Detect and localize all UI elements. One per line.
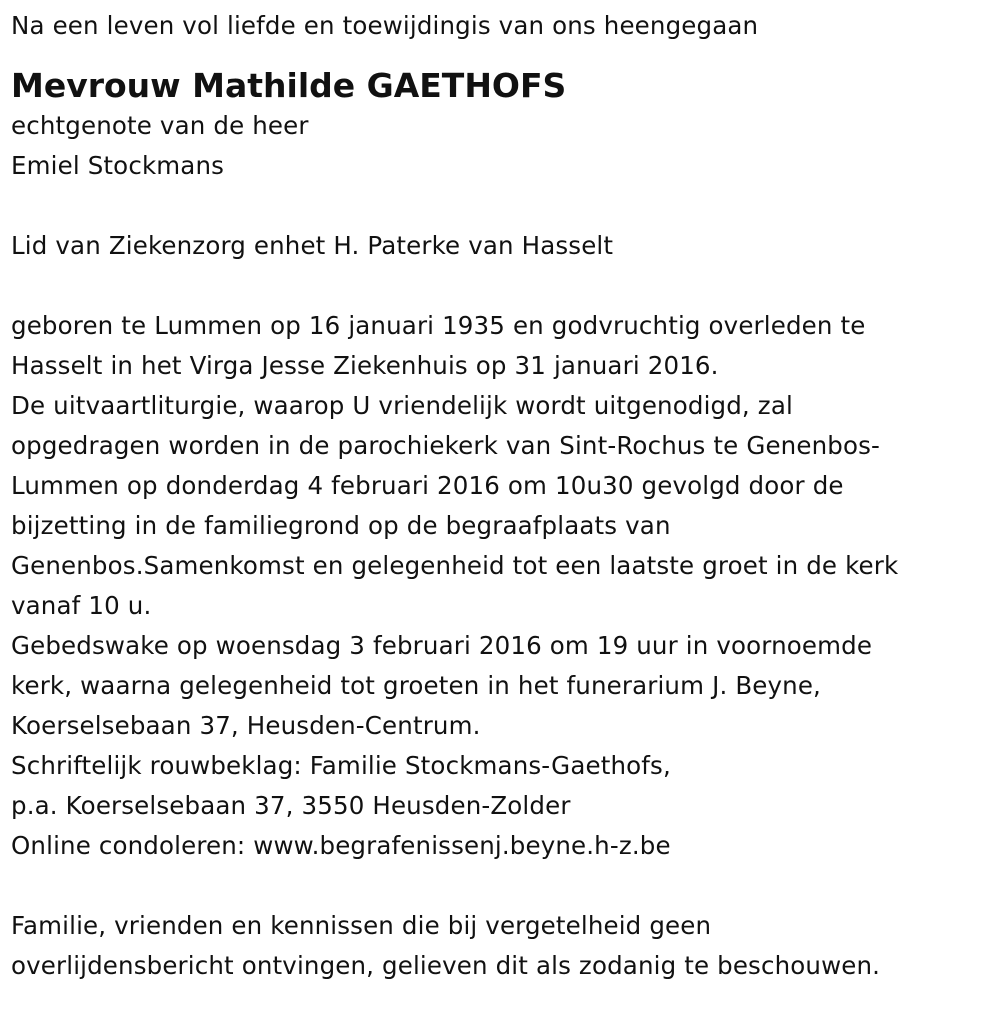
deceased-name: Mevrouw Mathilde GAETHOFS bbox=[11, 66, 567, 105]
intro-line: Na een leven vol liefde en toewijdingis van ons heengegaan bbox=[11, 11, 759, 40]
body-line: bijzetting in de familiegrond op de begraafplaats van bbox=[11, 511, 671, 540]
body-line: geboren te Lummen op 16 januari 1935 en godvruchtig overleden te bbox=[11, 311, 866, 340]
closing-line: Familie, vrienden en kennissen die bij vergetelheid geen bbox=[11, 911, 712, 940]
death-notice bbox=[11, 6, 991, 986]
spouse-line-1: echtgenote van de heer bbox=[11, 111, 309, 140]
body-line: Lummen op donderdag 4 februari 2016 om 10u30 gevolgd door de bbox=[11, 471, 844, 500]
condolence-url: Online condoleren: www.begrafenissenj.beyne.h-z.be bbox=[11, 831, 671, 860]
notice-body bbox=[11, 306, 991, 866]
body-line: De uitvaartliturgie, waarop U vriendelijk wordt uitgenodigd, zal bbox=[11, 391, 793, 420]
body-line: kerk, waarna gelegenheid tot groeten in het funerarium J. Beyne, bbox=[11, 671, 821, 700]
spacer bbox=[11, 186, 991, 226]
spacer bbox=[11, 866, 991, 906]
body-line: Koerselsebaan 37, Heusden-Centrum. bbox=[11, 711, 481, 740]
body-line: opgedragen worden in de parochiekerk van Sint-Rochus te Genenbos- bbox=[11, 431, 880, 460]
body-line: Gebedswake op woensdag 3 februari 2016 om 19 uur in voornoemde bbox=[11, 631, 873, 660]
spacer bbox=[11, 266, 991, 306]
body-line: Schriftelijk rouwbeklag: Familie Stockmans-Gaethofs, bbox=[11, 751, 671, 780]
body-line: vanaf 10 u. bbox=[11, 591, 152, 620]
closing-paragraph bbox=[11, 906, 991, 986]
closing-line: overlijdensbericht ontvingen, gelieven dit als zodanig te beschouwen. bbox=[11, 951, 881, 980]
body-line: Genenbos.Samenkomst en gelegenheid tot een laatste groet in de kerk bbox=[11, 551, 899, 580]
body-line: Hasselt in het Virga Jesse Ziekenhuis op 31 januari 2016. bbox=[11, 351, 719, 380]
spouse-line-2: Emiel Stockmans bbox=[11, 151, 225, 180]
membership-line: Lid van Ziekenzorg enhet H. Paterke van Hasselt bbox=[11, 231, 614, 260]
body-line: p.a. Koerselsebaan 37, 3550 Heusden-Zolder bbox=[11, 791, 571, 820]
